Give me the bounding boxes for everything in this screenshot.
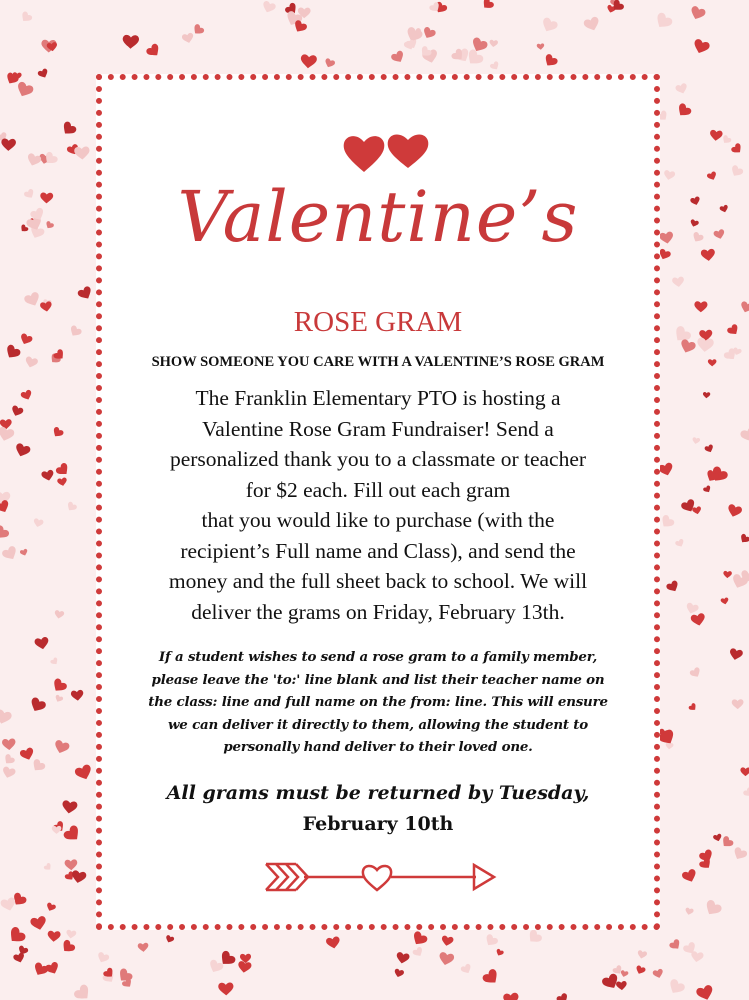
- background-heart-icon: [739, 301, 749, 315]
- fundraiser-description: [110, 383, 646, 627]
- background-heart-icon: [703, 392, 711, 399]
- background-heart-icon: [702, 899, 723, 919]
- background-heart-icon: [706, 171, 718, 182]
- background-heart-icon: [583, 16, 601, 33]
- body-line: for $2 each. Fill out each gram: [245, 477, 511, 502]
- background-heart-icon: [738, 533, 749, 545]
- background-heart-icon: [181, 32, 194, 44]
- background-heart-icon: [51, 426, 65, 439]
- background-heart-icon: [694, 301, 707, 312]
- note-line: we can deliver it directly to them, allowing the student to: [167, 716, 589, 733]
- background-heart-icon: [637, 950, 648, 960]
- body-line: recipient’s Full name and Class), and send the: [180, 538, 576, 563]
- body-line: that you would like to purchase (with the: [201, 508, 555, 532]
- background-heart-icon: [395, 952, 410, 965]
- background-heart-icon: [323, 58, 335, 69]
- background-heart-icon: [33, 518, 44, 528]
- background-heart-icon: [145, 43, 162, 60]
- note-line: If a student wishes to send a rose gram to a family member,: [158, 649, 598, 665]
- background-heart-icon: [691, 231, 705, 244]
- background-heart-icon: [726, 323, 741, 337]
- background-heart-icon: [261, 0, 277, 14]
- background-heart-icon: [19, 747, 35, 762]
- background-heart-icon: [71, 870, 87, 885]
- background-heart-icon: [74, 763, 94, 782]
- background-heart-icon: [23, 291, 42, 309]
- background-heart-icon: [690, 613, 706, 627]
- background-heart-icon: [690, 951, 704, 963]
- family-member-note: [102, 646, 654, 759]
- background-heart-icon: [525, 928, 543, 946]
- background-heart-icon: [96, 951, 110, 964]
- background-heart-icon: [709, 130, 723, 142]
- background-heart-icon: [54, 610, 65, 620]
- background-heart-icon: [489, 61, 500, 72]
- background-heart-icon: [0, 524, 10, 542]
- background-heart-icon: [681, 868, 698, 884]
- body-line: deliver the grams on Friday, February 13th.: [191, 599, 565, 624]
- background-heart-icon: [713, 833, 723, 842]
- background-heart-icon: [1, 138, 16, 151]
- background-heart-icon: [675, 538, 686, 548]
- background-heart-icon: [540, 16, 559, 34]
- background-heart-icon: [675, 82, 689, 95]
- background-heart-icon: [61, 800, 78, 815]
- background-heart-icon: [740, 767, 749, 776]
- background-heart-icon: [2, 738, 16, 750]
- background-heart-icon: [690, 196, 701, 206]
- background-heart-icon: [688, 702, 698, 712]
- body-line: The Franklin Elementary PTO is hosting a: [195, 386, 561, 410]
- background-heart-icon: [6, 925, 27, 946]
- background-heart-icon: [41, 469, 55, 482]
- background-heart-icon: [723, 571, 732, 579]
- background-heart-icon: [732, 699, 744, 709]
- background-heart-icon: [62, 824, 83, 845]
- background-heart-icon: [50, 657, 60, 667]
- background-heart-icon: [410, 930, 429, 948]
- background-heart-icon: [73, 983, 94, 1000]
- background-heart-icon: [26, 153, 43, 168]
- background-heart-icon: [1, 545, 19, 563]
- background-heart-icon: [14, 442, 32, 458]
- background-heart-icon: [165, 935, 175, 944]
- background-heart-icon: [77, 285, 95, 302]
- background-heart-icon: [728, 648, 743, 661]
- background-heart-icon: [325, 936, 341, 950]
- background-heart-icon: [412, 946, 425, 958]
- background-heart-icon: [480, 0, 495, 12]
- background-heart-icon: [542, 53, 559, 69]
- background-heart-icon: [659, 231, 674, 245]
- background-heart-icon: [0, 426, 15, 443]
- background-heart-icon: [237, 961, 252, 974]
- background-heart-icon: [689, 5, 707, 22]
- background-heart-icon: [731, 846, 748, 862]
- background-heart-icon: [23, 188, 36, 200]
- background-heart-icon: [30, 758, 47, 774]
- background-heart-icon: [438, 951, 455, 966]
- background-heart-icon: [702, 485, 712, 494]
- background-heart-icon: [28, 696, 47, 714]
- background-heart-icon: [24, 356, 39, 369]
- background-heart-icon: [689, 219, 699, 228]
- background-heart-icon: [50, 677, 68, 695]
- background-heart-icon: [666, 978, 686, 997]
- background-heart-icon: [122, 35, 139, 49]
- background-heart-icon: [483, 933, 499, 948]
- background-heart-icon: [668, 938, 682, 952]
- background-heart-icon: [64, 859, 77, 870]
- background-heart-icon: [393, 968, 404, 978]
- background-heart-icon: [537, 43, 545, 50]
- body-line: Valentine Rose Gram Fundraiser! Send a: [202, 416, 554, 441]
- background-heart-icon: [658, 462, 675, 477]
- background-heart-icon: [692, 506, 702, 515]
- valentines-title: Valentine’s: [177, 176, 579, 258]
- background-heart-icon: [421, 26, 436, 41]
- background-heart-icon: [390, 50, 406, 65]
- background-heart-icon: [739, 426, 749, 444]
- background-heart-icon: [689, 667, 702, 680]
- return-deadline: [102, 778, 654, 840]
- background-heart-icon: [720, 835, 735, 850]
- deadline-line-1: All grams must be returned by Tuesday,: [166, 782, 590, 804]
- background-heart-icon: [44, 220, 54, 230]
- background-heart-icon: [30, 915, 48, 931]
- background-heart-icon: [698, 856, 713, 871]
- background-heart-icon: [685, 602, 700, 615]
- flyer-card: [96, 74, 660, 930]
- background-heart-icon: [635, 965, 647, 976]
- background-heart-icon: [665, 742, 674, 749]
- background-heart-icon: [719, 204, 729, 213]
- background-heart-icon: [10, 405, 24, 418]
- background-heart-icon: [489, 40, 498, 48]
- background-heart-icon: [652, 968, 664, 979]
- background-heart-icon: [15, 81, 35, 100]
- body-line: money and the full sheet back to school. We will: [168, 569, 588, 593]
- background-heart-icon: [20, 389, 33, 401]
- background-heart-icon: [481, 968, 501, 988]
- background-heart-icon: [207, 959, 224, 975]
- two-hearts-icon: [342, 132, 432, 174]
- background-heart-icon: [701, 248, 716, 261]
- deadline-line-2: February 10th: [302, 813, 454, 835]
- background-heart-icon: [695, 984, 715, 1000]
- background-heart-icon: [692, 437, 701, 445]
- background-heart-icon: [713, 229, 726, 241]
- background-heart-icon: [3, 343, 22, 361]
- background-heart-icon: [19, 333, 34, 347]
- background-heart-icon: [0, 709, 13, 726]
- background-heart-icon: [40, 192, 53, 203]
- background-heart-icon: [679, 338, 697, 355]
- background-heart-icon: [44, 961, 60, 976]
- background-heart-icon: [59, 939, 76, 956]
- body-line: personalized thank you to a classmate or teacher: [169, 447, 587, 471]
- background-heart-icon: [54, 694, 64, 703]
- background-heart-icon: [495, 948, 504, 957]
- background-heart-icon: [653, 11, 674, 31]
- background-heart-icon: [71, 690, 84, 702]
- background-heart-icon: [672, 276, 685, 287]
- note-line: the class: line and full name on the from: line. This will ensure: [148, 694, 608, 710]
- background-heart-icon: [659, 514, 676, 531]
- background-heart-icon: [742, 786, 749, 798]
- background-heart-icon: [460, 963, 473, 975]
- background-heart-icon: [704, 444, 715, 454]
- background-heart-icon: [60, 120, 78, 138]
- background-heart-icon: [191, 23, 205, 37]
- background-heart-icon: [57, 477, 68, 487]
- tagline: SHOW SOMEONE YOU CARE WITH A VALENTINE’S ROSE GRAM: [151, 354, 605, 370]
- background-heart-icon: [65, 501, 78, 513]
- background-heart-icon: [441, 935, 454, 947]
- background-heart-icon: [730, 142, 744, 155]
- rose-gram-subtitle: ROSE GRAM: [293, 306, 463, 338]
- background-heart-icon: [66, 929, 77, 939]
- background-heart-icon: [620, 970, 629, 978]
- background-heart-icon: [726, 503, 743, 518]
- background-heart-icon: [1, 766, 16, 780]
- background-heart-icon: [19, 10, 33, 24]
- background-heart-icon: [45, 902, 56, 913]
- note-line: personally hand deliver to their loved one.: [223, 739, 533, 755]
- background-heart-icon: [37, 68, 50, 80]
- background-heart-icon: [2, 753, 16, 766]
- background-heart-icon: [74, 146, 90, 160]
- background-heart-icon: [665, 580, 680, 594]
- background-heart-icon: [663, 170, 676, 181]
- background-heart-icon: [47, 930, 61, 942]
- background-heart-icon: [708, 359, 717, 366]
- background-heart-icon: [616, 981, 627, 991]
- background-heart-icon: [34, 636, 50, 650]
- background-heart-icon: [556, 992, 570, 1000]
- background-heart-icon: [55, 462, 72, 478]
- background-heart-icon: [684, 907, 694, 916]
- background-heart-icon: [68, 325, 83, 339]
- note-line: please leave the 'to:' line blank and list their teacher name on: [151, 671, 605, 688]
- background-heart-icon: [720, 597, 729, 605]
- background-heart-icon: [503, 992, 519, 1000]
- background-heart-icon: [138, 942, 149, 952]
- background-heart-icon: [675, 102, 693, 119]
- background-heart-icon: [729, 164, 744, 179]
- background-heart-icon: [43, 862, 53, 872]
- background-heart-icon: [218, 982, 234, 995]
- background-heart-icon: [53, 739, 71, 755]
- background-heart-icon: [721, 134, 732, 145]
- background-heart-icon: [692, 38, 711, 56]
- heart-arrow-icon: [264, 860, 498, 894]
- background-heart-icon: [19, 548, 28, 556]
- background-heart-icon: [300, 54, 317, 69]
- background-heart-icon: [13, 952, 26, 964]
